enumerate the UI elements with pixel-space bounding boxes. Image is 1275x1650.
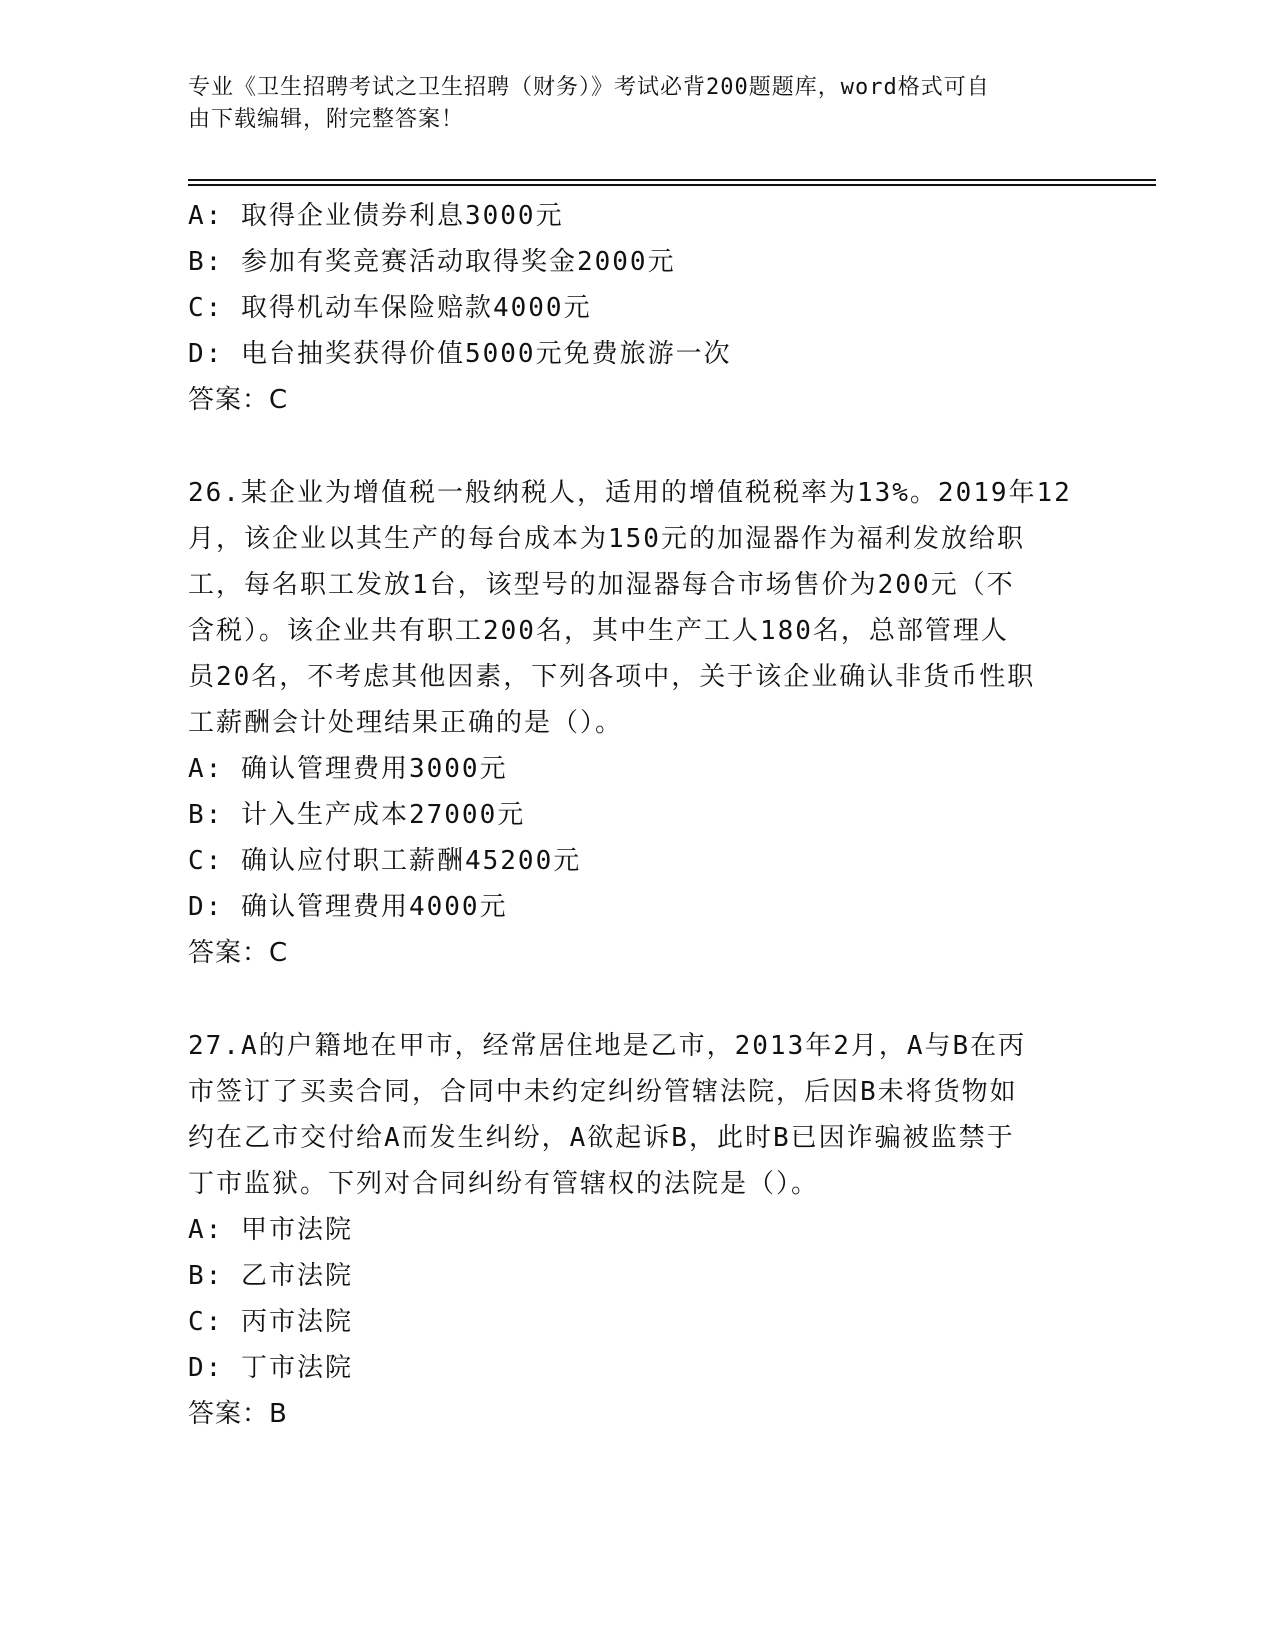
header-divider-bottom (188, 184, 1156, 186)
question-text-line: 员20名，不考虑其他因素，下列各项中，关于该企业确认非货币性职 (188, 662, 1036, 692)
option-c: C: 取得机动车保险赔款4000元 (188, 293, 592, 323)
question-26-stem (188, 470, 1088, 746)
question-text-line: 丁市监狱。下列对合同纠纷有管辖权的法院是（）。 (188, 1169, 820, 1199)
question-text-line: 26.某企业为增值税一般纳税人，适用的增值税税率为13%。2019年12 (188, 478, 1072, 508)
header-line-1: 专业《卫生招聘考试之卫生招聘（财务）》考试必背200题题库，word格式可自 (188, 75, 990, 100)
header-divider-top (188, 179, 1156, 181)
question-text-line: 月，该企业以其生产的每台成本为150元的加湿器作为福利发放给职 (188, 524, 1025, 554)
option-b: B: 计入生产成本27000元 (188, 800, 526, 830)
question-text-line: 市签订了买卖合同，合同中未约定纠纷管辖法院，后因B未将货物如 (188, 1077, 1018, 1107)
option-a: A: 甲市法院 (188, 1215, 353, 1245)
question-27-stem (188, 1023, 1088, 1207)
question-26-options (188, 746, 1088, 930)
option-c: C: 丙市法院 (188, 1307, 353, 1337)
option-b: B: 参加有奖竞赛活动取得奖金2000元 (188, 247, 676, 277)
option-d: D: 确认管理费用4000元 (188, 892, 508, 922)
spacer (188, 976, 1088, 1023)
question-27-answer: 答案：B (188, 1399, 288, 1429)
option-c: C: 确认应付职工薪酬45200元 (188, 846, 582, 876)
question-text-line: 工，每名职工发放1台，该型号的加湿器每合市场售价为200元（不 (188, 570, 1015, 600)
question-text-line: 约在乙市交付给A而发生纠纷，A欲起诉B，此时B已因诈骗被监禁于 (188, 1123, 1015, 1153)
question-text-line: 含税）。该企业共有职工200名，其中生产工人180名，总部管理人 (188, 616, 1009, 646)
spacer (188, 423, 1088, 470)
question-text-line: 27.A的户籍地在甲市，经常居住地是乙市，2013年2月，A与B在丙 (188, 1031, 1027, 1061)
question-27-options (188, 1207, 1088, 1391)
option-d: D: 丁市法院 (188, 1353, 353, 1383)
option-a: A: 取得企业债券利息3000元 (188, 201, 564, 231)
document-header (188, 72, 1088, 136)
option-b: B: 乙市法院 (188, 1261, 353, 1291)
option-d: D: 电台抽奖获得价值5000元免费旅游一次 (188, 339, 732, 369)
question-text-line: 工薪酬会计处理结果正确的是（）。 (188, 708, 624, 738)
question-25-options (188, 193, 1088, 377)
option-a: A: 确认管理费用3000元 (188, 754, 508, 784)
question-25-answer: 答案：C (188, 385, 289, 415)
header-line-2: 由下载编辑，附完整答案！ (188, 107, 465, 132)
question-content (188, 193, 1088, 1437)
question-26-answer: 答案：C (188, 938, 289, 968)
